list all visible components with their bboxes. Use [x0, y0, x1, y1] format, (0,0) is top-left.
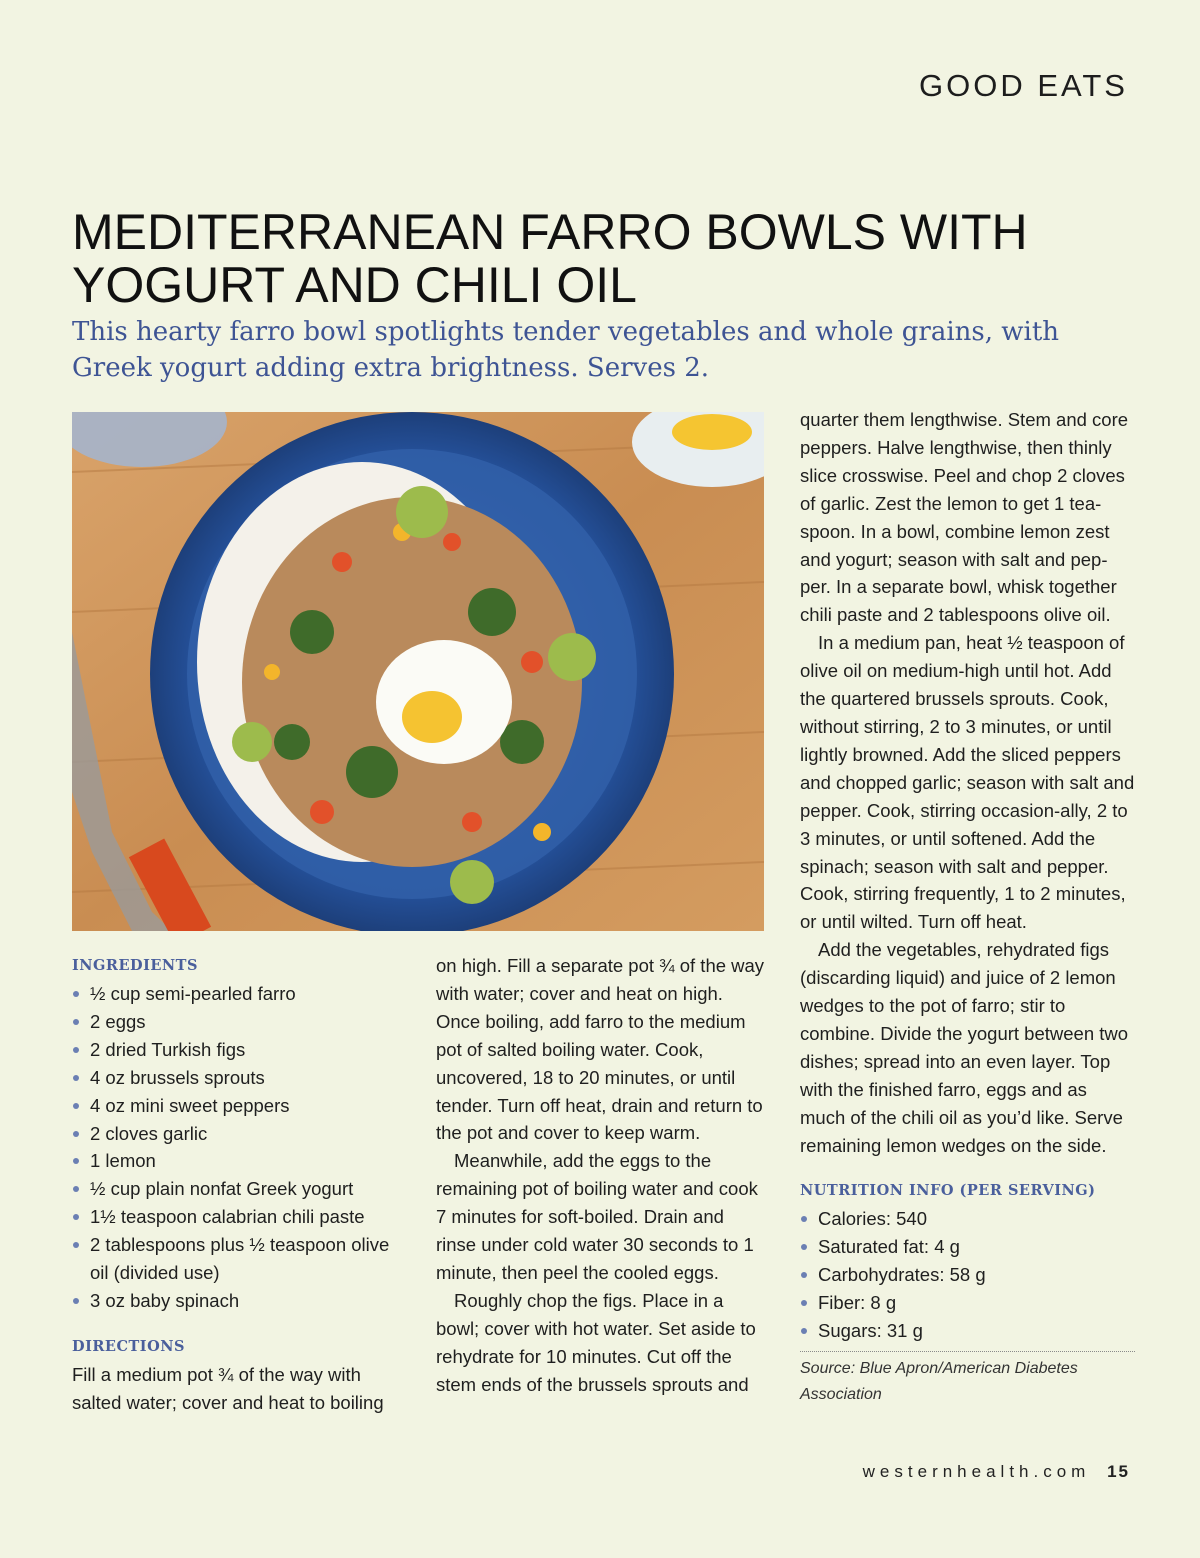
directions-paragraph: quarter them lengthwise. Stem and core peppers. Halve lengthwise, then thinly slice crosswise. Peel and chop 2 cloves of garlic. Zest the lemon to get 1 tea-spoon. In a bowl, combine lemon zest and yogurt; season with salt and pep-per. In a separate bowl, whisk together chili paste and 2 tablespoons olive oil.: [800, 409, 1129, 626]
ingredient-item: 2 eggs: [72, 1008, 402, 1036]
ingredient-item: ½ cup plain nonfat Greek yogurt: [72, 1175, 402, 1203]
ingredients-list: [72, 980, 402, 1315]
column-3: [800, 406, 1135, 1408]
directions-heading: DIRECTIONS: [72, 1337, 185, 1355]
source-divider: [800, 1351, 1135, 1408]
directions-paragraph: In a medium pan, heat ½ teaspoon of olive oil on medium-high until hot. Add the quartered brussels sprouts. Cook, without stirring, 2 to 3 minutes, or until lightly browned. Add the sliced peppers and chopped garlic; season with salt and pepper. Cook, stirring occasion-ally, 2 to 3 minutes, or until softened. Add the spinach; season with salt and pepper. Cook, stirring frequently, 1 to 2 minutes, or until wilted. Turn off heat.: [800, 632, 1135, 933]
nutrition-heading: NUTRITION INFO (PER SERVING): [800, 1182, 1096, 1200]
ingredient-item: 3 oz baby spinach: [72, 1287, 402, 1315]
column-2: [436, 952, 766, 1399]
nutrition-item: Saturated fat: 4 g: [800, 1233, 1135, 1261]
ingredient-item: 2 dried Turkish figs: [72, 1036, 402, 1064]
ingredient-item: 4 oz brussels sprouts: [72, 1064, 402, 1092]
ingredients-heading: INGREDIENTS: [72, 957, 198, 974]
footer-site: westernhealth.com: [862, 1462, 1091, 1481]
ingredient-item: 4 oz mini sweet peppers: [72, 1092, 402, 1120]
directions-paragraph: on high. Fill a separate pot ¾ of the way with water; cover and heat on high. Once boiling, add farro to the medium pot of salted boiling water. Cook, uncovered, 18 to 20 minutes, or until tender. Turn off heat, drain and return to the pot and cover to keep warm.: [436, 955, 765, 1144]
recipe-photo: [72, 412, 764, 931]
directions-paragraph: Meanwhile, add the eggs to the remaining pot of boiling water and cook 7 minutes for soft-boiled. Drain and rinse under cold water 30 seconds to 1 minute, then peel the cooled eggs.: [436, 1150, 758, 1283]
ingredient-item: 2 cloves garlic: [72, 1120, 402, 1148]
directions-paragraph: Roughly chop the figs. Place in a bowl; cover with hot water. Set aside to rehydrate for 10 minutes. Cut off the stem ends of the brussels sprouts and: [436, 1289, 756, 1395]
ingredient-item: 2 tablespoons plus ½ teaspoon olive oil (divided use): [72, 1231, 402, 1287]
nutrition-list: [800, 1205, 1135, 1345]
nutrition-item: Fiber: 8 g: [800, 1289, 1135, 1317]
directions-paragraph: Fill a medium pot ¾ of the way with salted water; cover and heat to boiling: [72, 1363, 384, 1413]
ingredient-item: 1 lemon: [72, 1147, 402, 1175]
page-footer: [863, 1462, 1130, 1482]
directions-paragraph: Add the vegetables, rehydrated figs (discarding liquid) and juice of 2 lemon wedges to the pot of farro; stir to combine. Divide the yogurt between two dishes; spread into an even layer. Top with the finished farro, eggs and as much of the chili oil as you’d like. Serve remaining lemon wedges on the side.: [800, 939, 1129, 1156]
column-1: [72, 952, 402, 1417]
recipe-dek: This hearty farro bowl spotlights tender vegetables and whole grains, with Greek yogurt adding extra brightness. Serves 2.: [72, 317, 1060, 383]
nutrition-item: Calories: 540: [800, 1205, 1135, 1233]
page-number: 15: [1107, 1462, 1130, 1481]
ingredient-item: ½ cup semi-pearled farro: [72, 980, 402, 1008]
section-label: GOOD EATS: [918, 68, 1128, 103]
source-credit: Source: Blue Apron/American Diabetes Association: [800, 1360, 1078, 1403]
nutrition-item: Sugars: 31 g: [800, 1317, 1135, 1345]
nutrition-item: Carbohydrates: 58 g: [800, 1261, 1135, 1289]
ingredient-item: 1½ teaspoon calabrian chili paste: [72, 1203, 402, 1231]
recipe-title: MEDITERRANEAN FARRO BOWLS WITH YOGURT AND CHILI OIL: [72, 204, 1028, 313]
